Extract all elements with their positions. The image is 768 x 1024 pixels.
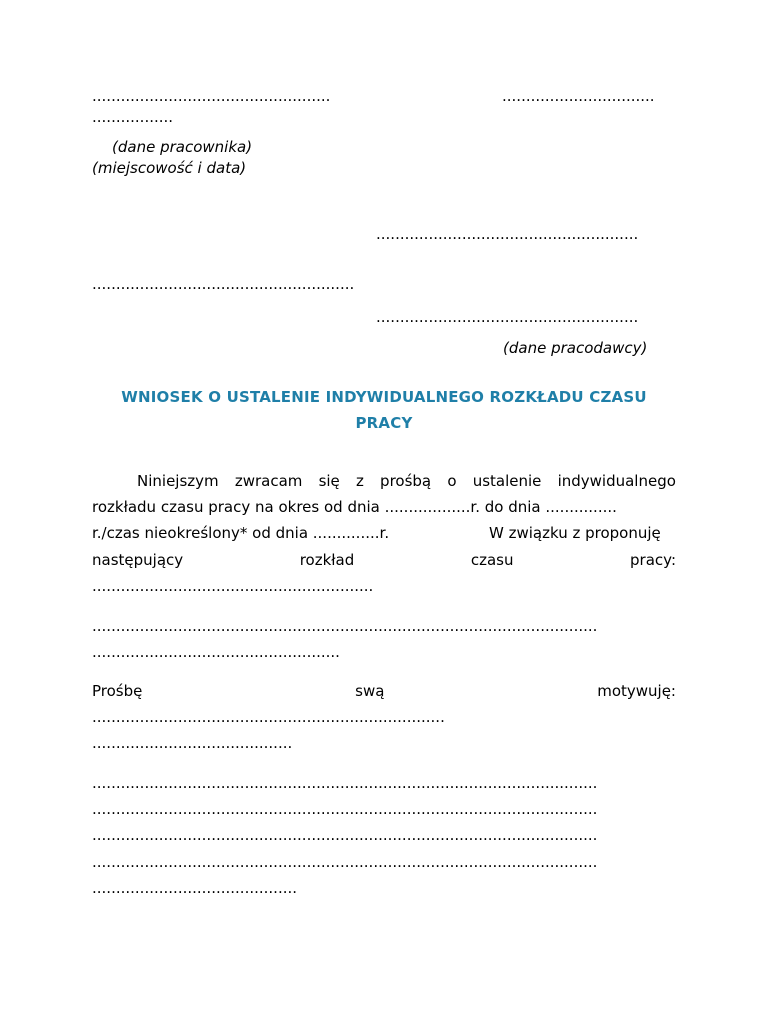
extra-dots-4: .......................................................................................................... (92, 853, 598, 871)
paragraph-1-line-2: rozkładu czasu pracy na okres od dnia ..................r. do dnia ............... (92, 498, 617, 516)
document-title-line-1: WNIOSEK O USTALENIE INDYWIDUALNEGO ROZKŁADU CZASU (121, 388, 647, 406)
extra-dots-3: .......................................................................................................... (92, 826, 598, 844)
employer-data-dots-2: ....................................................... (92, 275, 355, 293)
paragraph-1-line-4-word: czasu (470, 551, 514, 569)
employer-data-dots-1: ....................................................... (376, 225, 639, 243)
paragraph-1-line-1-word: zwracam (234, 472, 303, 490)
employer-data-label: (dane pracodawcy) (503, 339, 648, 357)
paragraph-1-line-1-word: o (447, 472, 457, 490)
paragraph-1-line-4-word: pracy: (630, 551, 676, 569)
paragraph-1-line-3-right: W związku z proponuję (489, 524, 661, 542)
paragraph-1-line-1-word: ustalenie (472, 472, 542, 490)
employee-data-dots: .................................................. (92, 87, 331, 105)
paragraph-1-line-1-word: indywidualnego (557, 472, 676, 490)
extra-dots-2: .......................................................................................................... (92, 800, 598, 818)
employee-data-label: (dane pracownika) (112, 138, 253, 156)
paragraph-1-line-1-word: z (355, 472, 364, 490)
motivation-line (92, 684, 676, 699)
place-date-dots: ................................ (502, 87, 655, 105)
paragraph-1-line-4-word: następujący (92, 551, 184, 569)
motivation-line-word: swą (355, 682, 385, 700)
paragraph-1-line-3-left: r./czas nieokreślony* od dnia ..............r. (92, 524, 390, 542)
paragraph-1-line-1 (137, 474, 676, 489)
paragraph-1-line-1-word: Niniejszym (137, 472, 219, 490)
paragraph-1-line-5-dots: ........................................................... (92, 577, 374, 595)
paragraph-1-line-4-word: rozkład (299, 551, 355, 569)
motivation-line-word: Prośbę (92, 682, 143, 700)
employer-data-dots-3: ....................................................... (376, 308, 639, 326)
document-title-line-2: PRACY (355, 414, 413, 432)
employee-data-dots-continued: ................. (92, 108, 174, 126)
paragraph-2-dots-1: .......................................................................................................... (92, 617, 598, 635)
paragraph-1-line-4 (92, 553, 676, 568)
motivation-line-word: motywuję: (597, 682, 676, 700)
paragraph-1-line-1-word: prośbą (380, 472, 432, 490)
extra-dots-5: ........................................... (92, 879, 298, 897)
motivation-dots-2: .......................................... (92, 734, 293, 752)
place-date-label: (miejscowość i data) (92, 159, 247, 177)
paragraph-2-dots-2: .................................................... (92, 643, 340, 661)
paragraph-1-line-1-word: się (318, 472, 340, 490)
motivation-dots-1: .......................................................................... (92, 708, 445, 726)
extra-dots-1: .......................................................................................................... (92, 774, 598, 792)
